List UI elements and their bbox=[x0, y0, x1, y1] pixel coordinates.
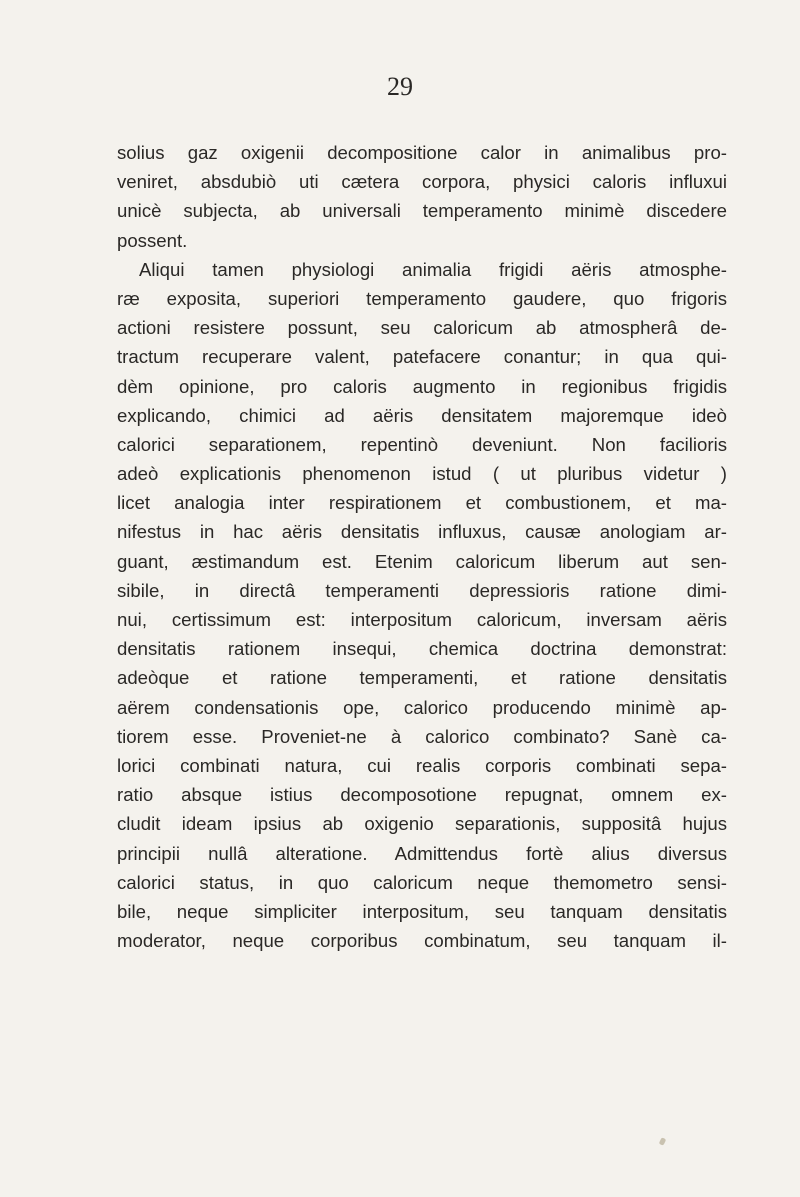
text-line: unicè subjecta, ab universali temperamento minimè discedere bbox=[117, 200, 727, 222]
text-line: cludit ideam ipsius ab oxigenio separationis, suppositâ hujus bbox=[117, 813, 727, 835]
text-line: dèm opinione, pro caloris augmento in regionibus frigidis bbox=[117, 375, 727, 397]
text-line: adeòque et ratione temperamenti, et ratione densitatis bbox=[117, 667, 727, 689]
text-line: lorici combinati natura, cui realis corporis combinati sepa- bbox=[117, 754, 727, 776]
text-line: ratio absque istius decomposotione repugnat, omnem ex- bbox=[117, 784, 727, 806]
text-line: aërem condensationis ope, calorico producendo minimè ap- bbox=[117, 696, 727, 718]
text-line: Aliqui tamen physiologi animalia frigidi aëris atmosphe- bbox=[139, 258, 727, 280]
text-line: adeò explicationis phenomenon istud ( ut pluribus videtur ) bbox=[117, 463, 727, 485]
text-line: bile, neque simpliciter interpositum, seu tanquam densitatis bbox=[117, 900, 727, 922]
text-line: nifestus in hac aëris densitatis influxus, causæ anologiam ar- bbox=[117, 521, 727, 543]
text-line: principii nullâ alteratione. Admittendus fortè alius diversus bbox=[117, 842, 727, 864]
text-line: possent. bbox=[117, 229, 188, 251]
text-line: guant, æstimandum est. Etenim caloricum liberum aut sen- bbox=[117, 550, 727, 572]
text-line: licet analogia inter respirationem et combustionem, et ma- bbox=[117, 492, 727, 514]
text-line: tractum recuperare valent, patefacere conantur; in qua qui- bbox=[117, 346, 727, 368]
text-line: solius gaz oxigenii decompositione calor in animalibus pro- bbox=[117, 142, 727, 163]
page-number: 29 bbox=[387, 72, 413, 101]
text-line: calorici status, in quo caloricum neque themometro sensi- bbox=[117, 871, 727, 893]
paper-speck bbox=[659, 1137, 666, 1145]
text-line: nui, certissimum est: interpositum caloricum, inversam aëris bbox=[117, 609, 727, 630]
body-text bbox=[117, 138, 727, 955]
text-line: actioni resistere possunt, seu caloricum ab atmospherâ de- bbox=[117, 317, 727, 339]
text-line: calorici separationem, repentinò deveniunt. Non facilioris bbox=[117, 433, 727, 455]
text-line: veniret, absdubiò uti cætera corpora, physici caloris influxui bbox=[117, 171, 727, 193]
text-line: tiorem esse. Proveniet-ne à calorico combinato? Sanè ca- bbox=[117, 725, 727, 747]
text-line: explicando, chimici ad aëris densitatem majoremque ideò bbox=[117, 404, 727, 426]
text-line: moderator, neque corporibus combinatum, seu tanquam il- bbox=[117, 930, 727, 952]
text-line: densitatis rationem insequi, chemica doctrina demonstrat: bbox=[117, 638, 727, 660]
text-line: sibile, in directâ temperamenti depressioris ratione dimi- bbox=[117, 579, 727, 601]
text-line: ræ exposita, superiori temperamento gaudere, quo frigoris bbox=[117, 287, 727, 309]
